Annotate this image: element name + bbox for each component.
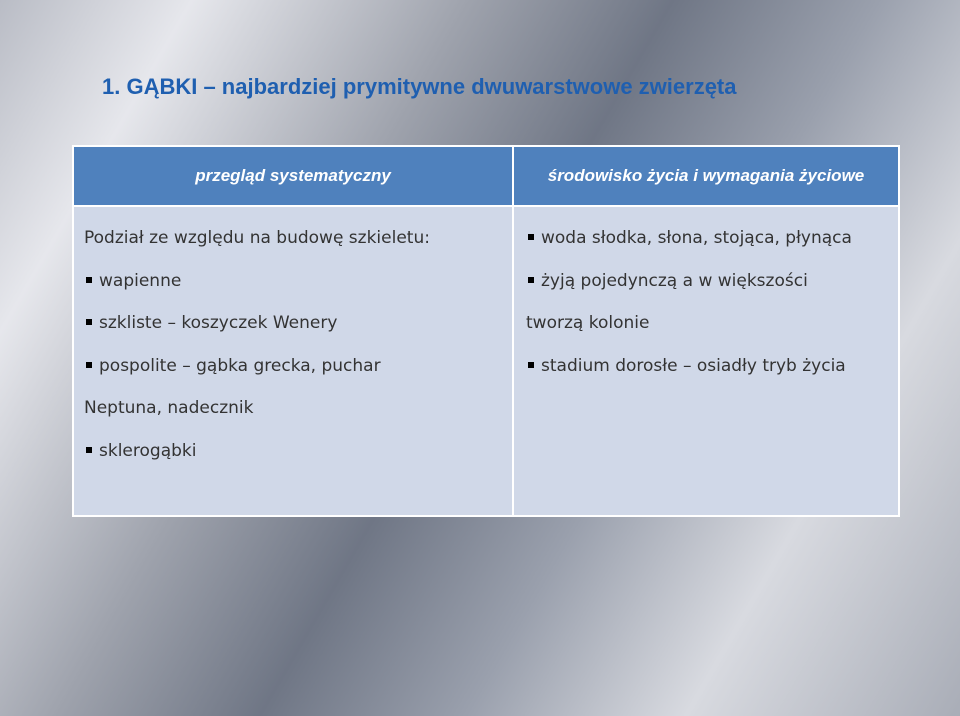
square-bullet-icon [528,277,534,283]
left-line [84,227,512,270]
right-line [526,355,898,398]
square-bullet-icon [86,447,92,453]
right-line-text: woda słodka, słona, stojąca, płynąca [541,228,852,248]
square-bullet-icon [86,277,92,283]
left-line-text: pospolite – gąbka grecka, puchar [99,355,381,376]
right-line-text: tworzą kolonie [526,313,650,333]
table-body-row [73,206,899,516]
right-line [526,312,898,355]
right-line [526,270,898,313]
left-line [84,440,512,483]
square-bullet-icon [528,362,534,368]
header-habitat-requirements: środowisko życia i wymagania życiowe [513,146,899,206]
header-systematic-overview: przegląd systematyczny [73,146,513,206]
left-line-text: Neptuna, nadecznik [84,398,254,418]
habitat-cell [513,206,899,516]
left-line [84,397,512,440]
left-line-text: wapienne [99,270,182,291]
right-line-text: stadium dorosłe – osiadły tryb życia [541,355,846,376]
square-bullet-icon [528,234,534,240]
left-line [84,355,512,398]
systematic-cell [73,206,513,516]
square-bullet-icon [86,319,92,325]
left-line [84,270,512,313]
square-bullet-icon [86,362,92,368]
left-line-text: sklerogąbki [99,440,197,461]
right-line-text: żyją pojedynczą a w większości [541,270,808,291]
left-line-text: Podział ze względu na budowę szkieletu: [84,228,430,248]
comparison-table [72,145,900,517]
left-line-text: szkliste – koszyczek Wenery [99,313,338,333]
slide-title: 1. GĄBKI – najbardziej prymitywne dwuwarstwowe zwierzęta [102,74,737,99]
right-line [526,227,898,270]
table-header-row [73,146,899,206]
left-line [84,312,512,355]
